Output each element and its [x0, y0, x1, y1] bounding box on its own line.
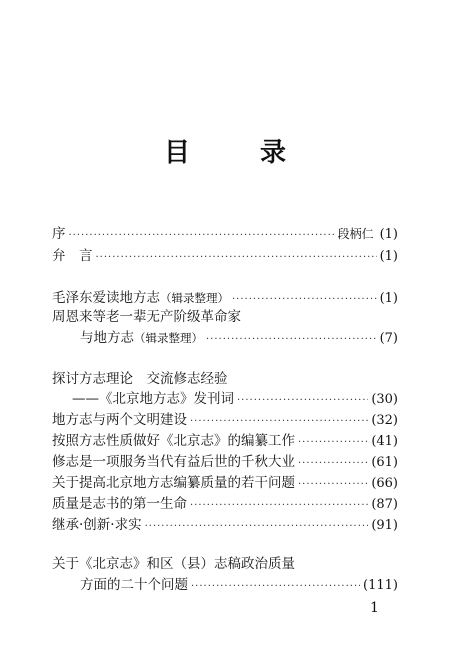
toc-entry-note: （辑录整理）: [160, 291, 229, 305]
toc-entry: [52, 224, 398, 244]
toc-entry: [52, 515, 398, 535]
toc-entry: [52, 473, 398, 493]
leader-dots: [298, 433, 368, 453]
toc-entry-author: 段柄仁: [337, 227, 374, 241]
toc-entry-title: ——《北京地方志》发刊词: [72, 391, 234, 407]
toc-entry-page: (41): [371, 434, 398, 449]
toc-entry: [72, 389, 398, 409]
toc-entry-title: 周恩来等老一辈无产阶级革命家: [52, 309, 241, 325]
leader-dots: [206, 330, 377, 350]
toc-entry: [80, 575, 398, 595]
toc-entry: [52, 246, 398, 266]
toc-entry-page: (30): [371, 392, 398, 407]
toc-entry-title: 关于《北京志》和区（县）志稿政治质量: [52, 556, 295, 572]
toc-entry-page: (66): [371, 476, 398, 491]
toc-entry-title: 方面的二十个问题: [80, 577, 188, 593]
leader-dots: [298, 454, 368, 474]
toc-entry-page: (1): [379, 291, 398, 306]
leader-dots: [191, 577, 360, 597]
leader-dots: [190, 496, 368, 516]
toc-entry-note: （辑录整理）: [134, 331, 203, 345]
toc-entry-title: 弁 言: [52, 248, 93, 264]
leader-dots: [96, 248, 377, 268]
toc-section-heading: 探讨方志理论 交流修志经验: [52, 371, 228, 387]
toc-entry-title: 修志是一项服务当代有益后世的千秋大业: [52, 454, 295, 470]
toc-entry-title: 关于提高北京地方志编纂质量的若干问题: [52, 475, 295, 491]
toc-entry-page: (61): [371, 455, 398, 470]
toc-entry: [52, 288, 398, 308]
toc-entry-title: 质量是志书的第一生命: [52, 496, 187, 512]
toc-entry-title: 按照方志性质做好《北京志》的编纂工作: [52, 433, 295, 449]
toc-entry-page: (1): [379, 249, 398, 264]
toc-entry-page: (7): [379, 331, 398, 346]
toc-entry-page: (87): [371, 497, 398, 512]
toc-entry: [52, 431, 398, 451]
page-title: 目 录: [163, 138, 308, 168]
toc-entry-title: 与地方志: [80, 330, 134, 346]
toc-entry-title: 地方志与两个文明建设: [52, 412, 187, 428]
leader-dots: [232, 290, 377, 310]
toc-entry-page: (91): [371, 518, 398, 533]
toc-entry: [80, 328, 398, 348]
toc-entry: [52, 410, 398, 430]
toc-entry: [52, 494, 398, 514]
leader-dots: [298, 475, 368, 495]
toc-entry-title: 序: [52, 226, 66, 242]
toc-entry-page: (32): [371, 413, 398, 428]
toc-entry-title: 毛泽东爱读地方志: [52, 290, 160, 306]
toc-entry-page: (1): [379, 227, 398, 242]
page-number: 1: [370, 600, 379, 616]
leader-dots: [237, 391, 368, 411]
leader-dots: [69, 226, 335, 246]
leader-dots: [190, 412, 368, 432]
toc-entry: [52, 452, 398, 472]
toc-entry-page: (111): [363, 578, 398, 593]
toc-entry-title: 继承·创新·求实: [52, 517, 142, 533]
leader-dots: [145, 517, 369, 537]
